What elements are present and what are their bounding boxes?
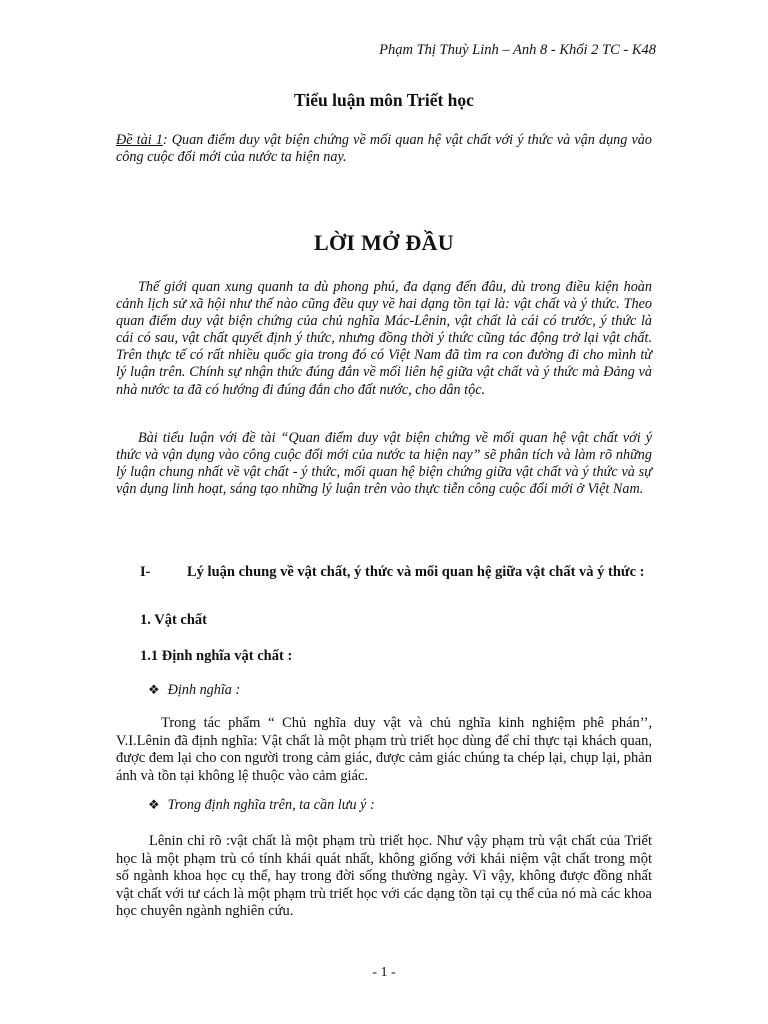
diamond-bullet-icon: ❖ (148, 797, 160, 812)
bullet-definition-text: Định nghĩa : (167, 682, 241, 698)
section-heading-I (140, 564, 660, 581)
subsection-heading-1-1: 1.1 Định nghĩa vật chất : (140, 648, 293, 664)
bullet-definition (148, 682, 240, 699)
topic-text: : Quan điểm duy vật biện chứng về mối quan hệ vật chất với ý thức và vận dụng vào công cuộc đổi mới của nước ta hiện nay. (116, 132, 652, 165)
page-number: - 1 - (372, 965, 396, 980)
bullet-note (148, 797, 375, 814)
bullet-note-text: Trong định nghĩa trên, ta cần lưu ý : (167, 797, 375, 813)
definition-paragraph: Trong tác phẩm “ Chủ nghĩa duy vật và chủ nghĩa kinh nghiệm phê phán’’, V.I.Lênin đã định nghĩa: Vật chất là một phạm trù triết học dùng để chỉ thực tại khách quan, được đem lại cho con người trong cảm giác, được cảm giác chúng ta chép lại, chụp lại, phản ánh và tồn tại không lệ thuộc vào cảm giác. (116, 715, 652, 784)
section-number: I- (140, 564, 151, 580)
subsection-heading-1: 1. Vật chất (140, 612, 207, 628)
topic-statement (116, 132, 652, 166)
intro-paragraph-2: Bài tiểu luận với đề tài “Quan điểm duy vật biện chứng về mối quan hệ vật chất với ý thức và vận dụng vào công cuộc đổi mới của nước ta hiện nay” sẽ phân tích và làm rõ những lý luận chung nhất về vật chất - ý thức, mối quan hệ biện chứng giữa vật chất và ý thức và sự vận dụng linh hoạt, sáng tạo những lý luận trên vào thực tiễn công cuộc đổi mới ở Việt Nam. (116, 430, 652, 498)
author-header: Phạm Thị Thuỳ Linh – Anh 8 - Khối 2 TC - K48 (379, 42, 656, 58)
document-title: Tiểu luận môn Triết học (294, 90, 474, 110)
section-title: Lý luận chung về vật chất, ý thức và mối quan hệ giữa vật chất và ý thức : (187, 564, 645, 580)
note-paragraph: Lênin chỉ rõ :vật chất là một phạm trù triết học. Như vậy phạm trù vật chất của Triết học là một phạm trù có tính khái quát nhất, không giống với khái niệm vật chất trong một số ngành khoa học cụ thể, hay trong đời sống thường ngày. Vì vậy, không được đồng nhất vật chất với tư cách là một phạm trù triết học với các dạng tồn tại cụ thể của nó mà các khoa học chuyên ngành nghiên cứu. (116, 833, 652, 919)
diamond-bullet-icon: ❖ (148, 682, 160, 697)
intro-paragraph-1: Thế giới quan xung quanh ta dù phong phú, đa dạng đến đâu, dù trong điều kiện hoàn cảnh lịch sử xã hội như thế nào cũng đều quy về hai dạng tồn tại là: vật chất và ý thức. Theo quan điểm duy vật biện chứng của chủ nghĩa Mác-Lênin, vật chất là cái có trước, ý thức là cái có sau, vật chất quyết định ý thức, nhưng đồng thời ý thức cũng tác động trở lại vật chất. Trên thực tế có rất nhiều quốc gia trong đó có Việt Nam đã tìm ra con đường đi cho mình từ lý luận trên. Chính sự nhận thức đúng đắn về mối liên hệ giữa vật chất và ý thức mà Đảng và nhà nước ta đã có hướng đi đúng đắn cho đất nước, cho dân tộc. (116, 279, 652, 398)
intro-heading: LỜI MỞ ĐẦU (314, 230, 454, 255)
topic-label: Đề tài 1 (116, 132, 163, 148)
